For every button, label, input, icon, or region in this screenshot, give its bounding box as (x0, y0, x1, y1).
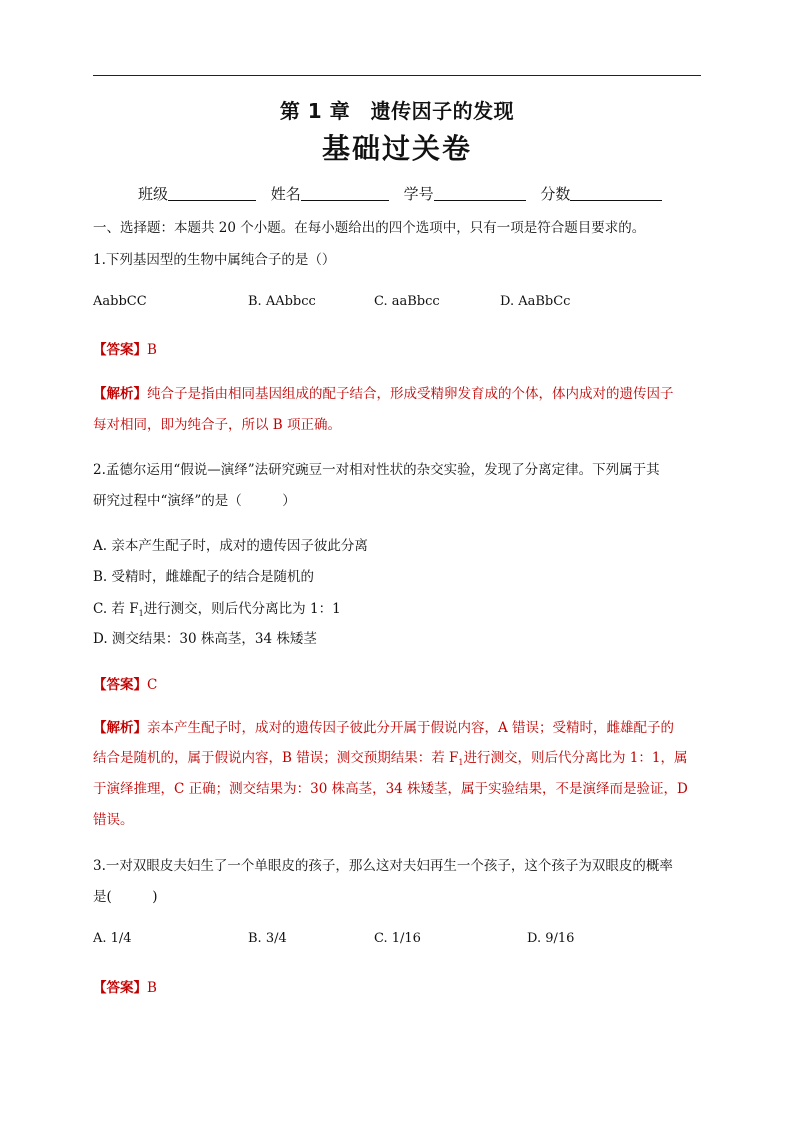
q3-answer-value: B (147, 980, 157, 996)
q1-answer (93, 338, 157, 358)
q1-option-a: AabbCC (93, 294, 147, 309)
q1-option-c: C. aaBbcc (374, 294, 440, 309)
q2-analysis-line-2 (93, 746, 687, 767)
q3-answer (93, 976, 157, 996)
score-blank[interactable] (570, 186, 662, 201)
class-blank[interactable] (168, 186, 256, 201)
chapter-title: 第 1 章 遗传因子的发现 (279, 99, 515, 123)
q2-option-a: A. 亲本产生配子时，成对的遗传因子彼此分离 (93, 538, 368, 554)
q3-stem-line-1: 3.一对双眼皮夫妇生了一个单眼皮的孩子，那么这对夫妇再生一个孩子，这个孩子为双眼皮的概率 (93, 858, 673, 874)
q1-analysis-tag: 【解析】 (93, 386, 147, 402)
student-info-row (138, 183, 672, 204)
q2-option-b: B. 受精时，雌雄配子的结合是随机的 (93, 569, 315, 585)
name-label: 姓名 (270, 185, 301, 203)
q1-option-d: D. AaBbCc (500, 294, 571, 309)
student-id-label: 学号 (403, 185, 434, 203)
paper-subtitle: 基础过关卷 (321, 132, 472, 165)
student-id-blank[interactable] (434, 186, 526, 201)
name-blank[interactable] (301, 186, 389, 201)
q3-option-c: C. 1/16 (374, 931, 421, 946)
q2-analysis-pre: 结合是随机的，属于假说内容，B 错误；测交预期结果：若 F (93, 750, 459, 766)
class-label: 班级 (138, 185, 169, 203)
class-field[interactable] (138, 183, 256, 204)
q2-answer-tag: 【答案】 (93, 677, 147, 693)
q2-option-d: D. 测交结果：30 株高茎，34 株矮茎 (93, 631, 317, 647)
q2-analysis-sub: 1 (458, 758, 464, 767)
q2-analysis-line-3: 于演绎推理，C 正确；测交结果为：30 株高茎，34 株矮茎，属于实验结果，不是演绎而是验证，D (93, 781, 688, 797)
q1-analysis-line-1 (93, 382, 674, 402)
q3-option-a: A. 1/4 (93, 931, 132, 946)
q3-answer-tag: 【答案】 (93, 980, 147, 996)
name-field[interactable] (271, 183, 389, 204)
q2-stem-line-1: 2.孟德尔运用“假说—演绎”法研究豌豆一对相对性状的杂交实验，发现了分离定律。下列属于其 (93, 462, 660, 478)
q2-option-c-sub: 1 (138, 609, 144, 618)
q2-analysis-tag: 【解析】 (93, 720, 147, 736)
q1-option-b: B. AAbbcc (248, 294, 316, 309)
q2-option-c (93, 597, 341, 618)
q1-answer-tag: 【答案】 (93, 342, 147, 358)
score-label: 分数 (540, 185, 571, 203)
q2-analysis-line-4: 错误。 (93, 812, 134, 828)
student-id-field[interactable] (404, 183, 526, 204)
q2-analysis-post: 进行测交，则后代分离比为 1：1，属 (463, 750, 688, 766)
section-heading: 一、选择题：本题共 20 个小题。在每小题给出的四个选项中，只有一项是符合题目要求的。 (93, 220, 646, 236)
q2-option-c-post: 进行测交，则后代分离比为 1：1 (143, 601, 341, 617)
q1-analysis-line-2: 每对相同，即为纯合子，所以 B 项正确。 (93, 417, 342, 433)
q2-analysis-line-1 (93, 716, 674, 736)
q1-analysis-text-1: 纯合子是指由相同基因组成的配子结合，形成受精卵发育成的个体，体内成对的遗传因子 (147, 386, 674, 402)
q3-option-d: D. 9/16 (527, 931, 575, 946)
q3-option-b: B. 3/4 (248, 931, 287, 946)
q2-analysis-text-1: 亲本产生配子时，成对的遗传因子彼此分开属于假说内容，A 错误；受精时，雌雄配子的 (147, 720, 675, 736)
q2-answer (93, 673, 157, 693)
q3-stem-line-2: 是( ) (93, 889, 158, 905)
q2-option-c-pre: C. 若 F (93, 601, 139, 617)
q2-answer-value: C (147, 677, 158, 693)
header-rule (93, 75, 701, 76)
q2-stem-line-2: 研究过程中“演绎”的是（ ） (93, 493, 296, 509)
q1-stem: 1.下列基因型的生物中属纯合子的是（） (93, 252, 336, 268)
q1-answer-value: B (147, 342, 157, 358)
score-field[interactable] (540, 183, 662, 204)
